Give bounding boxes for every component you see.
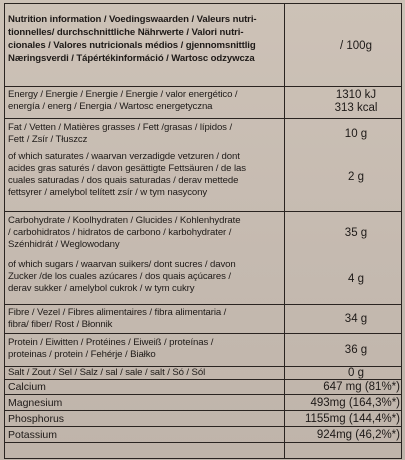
mineral-value-potassium: 924mg (46,2%*): [316, 429, 400, 441]
fibre-label-line-2: fibra/ fiber/ Rost / Błonnik: [8, 319, 113, 330]
saturates-label-line-2: acides gras saturés / davon gesättigte Fettsäuren / de las: [8, 163, 246, 174]
saturates-label-line-4: fettsyrer / amelybol telített zsír / w tym nasycony: [8, 187, 208, 198]
saturates-label-line-3: cuales saturadas / dos quais saturadas / derav mettede: [8, 175, 239, 186]
sugars-label-line-1: of which sugars / waarvan suikers/ dont sucres / davon: [8, 259, 236, 270]
salt-label: Salt / Zout / Sel / Salz / sal / sale / salt / Só / Sól: [8, 367, 206, 378]
header-line-4: Næringsverdi / Tápértékinformáció / Wartosc odzywcza: [8, 53, 255, 64]
fat-label-line-1: Fat / Vetten / Matières grasses / Fett /grasas / lípidos /: [8, 122, 233, 133]
mineral-value-phosphorus: 1155mg (144,4%*): [304, 413, 400, 425]
sugars-label-line-2: Zucker /de los cuales azúcares / dos quais açúcares /: [8, 271, 231, 282]
energy-kcal-value: 313 kcal: [334, 102, 378, 114]
saturates-value: 2 g: [348, 171, 364, 183]
mineral-name-calcium: Calcium: [8, 381, 46, 393]
protein-value: 36 g: [344, 344, 368, 356]
carb-label-line-1: Carbohydrate / Koolhydraten / Glucides / Kohlenhydrate: [8, 215, 241, 226]
carb-label-line-2: / carbohidratos / hidratos de carbono / karbohydrater /: [8, 227, 232, 238]
carb-label-line-3: Szénhidrát / Weglowodany: [8, 239, 120, 250]
fat-label-line-2: Fett / Zsír / Tłuszcz: [8, 134, 88, 145]
energy-kj-value: 1310 kJ: [335, 89, 377, 101]
energy-label-line-2: energía / energ / Energia / Wartosc energetyczna: [8, 101, 213, 112]
protein-label-line-2: proteinas / protein / Fehérje / Białko: [8, 349, 156, 360]
mineral-name-phosphorus: Phosphorus: [8, 413, 65, 425]
saturates-label-line-1: of which saturates / waarvan verzadigde vetzuren / dont: [8, 151, 240, 162]
fibre-value: 34 g: [344, 313, 368, 325]
carb-value: 35 g: [344, 227, 368, 239]
header-line-1: Nutrition information / Voedingswaarden / Valeurs nutri-: [8, 14, 257, 25]
energy-label-line-1: Energy / Energie / Energie / Energie / valor energético /: [8, 89, 238, 100]
mineral-name-potassium: Potassium: [8, 429, 58, 441]
per-100g-label: / 100g: [340, 40, 372, 52]
header-line-3: cionales / Valores nutricionals médios / gjennomsnittlig: [8, 40, 256, 51]
mineral-value-magnesium: 493mg (164,3%*): [310, 397, 400, 409]
header-line-2: tionnelles/ durchschnittliche Nährwerte / Valori nutri-: [8, 27, 244, 38]
mineral-name-magnesium: Magnesium: [8, 397, 63, 409]
mineral-value-calcium: 647 mg (81%*): [323, 381, 400, 393]
sugars-value: 4 g: [348, 273, 364, 285]
fat-value: 10 g: [344, 128, 368, 140]
salt-value: 0 g: [348, 367, 364, 379]
sugars-label-line-3: derav sukker / amelybol cukrok / w tym cukry: [8, 283, 195, 294]
fibre-label-line-1: Fibre / Vezel / Fibres alimentaires / fibra alimentaria /: [8, 307, 227, 318]
protein-label-line-1: Protein / Eiwitten / Protéines / Eiweiß / proteínas /: [8, 337, 214, 348]
